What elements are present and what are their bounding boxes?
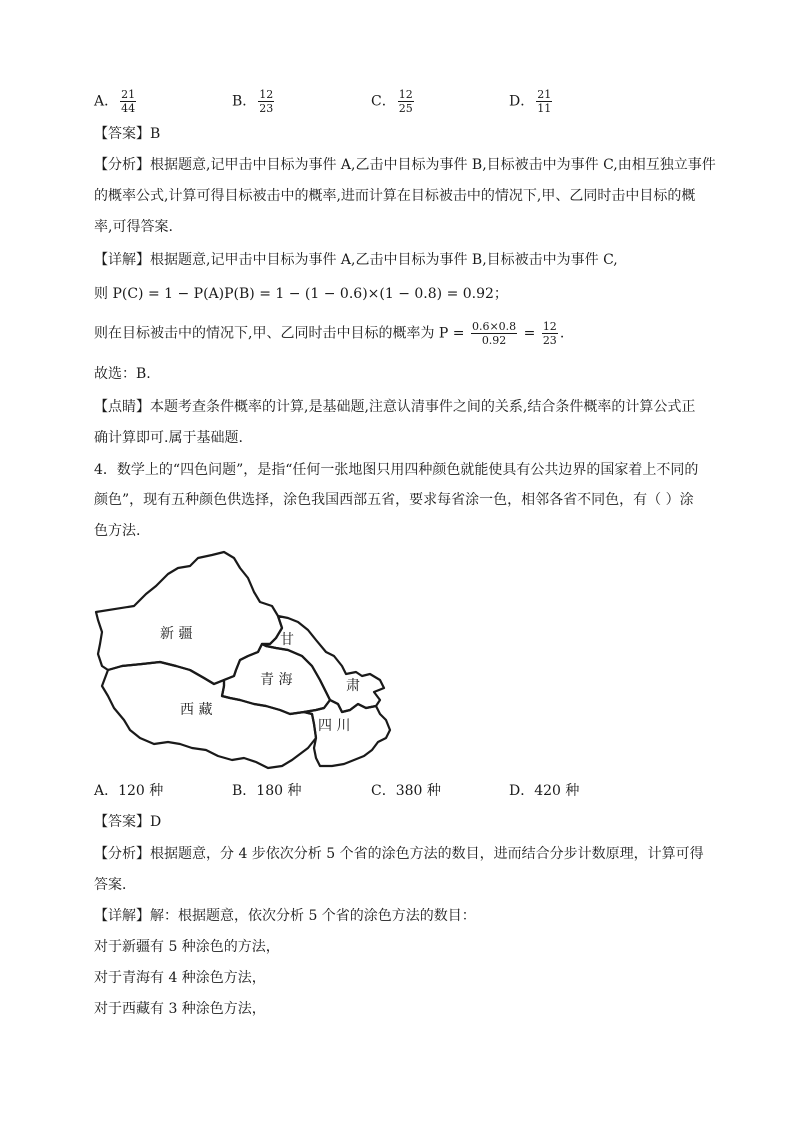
map-label-sichuan: 四 川 [318,718,351,734]
q4-detail-line-4: 对于西藏有 3 种涂色方法， [94,1001,266,1017]
gansu-region [262,616,384,712]
map-label-xinjiang: 新 疆 [160,626,193,642]
q4-option-b: B．180 种 [232,783,302,799]
map-label-gan: 甘 [280,632,294,648]
q4-detail-line-3: 对于青海有 4 种涂色方法， [94,970,266,986]
q3-option-d: D． $\frac{21}{11}$ [509,88,552,115]
q3-detail-line-1: 【详解】根据题意,记甲击中目标为事件 A,乙击中目标为事件 B,目标被击中为事件 C, [94,252,618,268]
xinjiang-region [96,552,282,684]
q3-option-b: B． $\frac{12}{23}$ [232,88,274,115]
q4-analysis-line-2: 答案． [94,877,136,893]
q3-option-c: C． $\frac{12}{25}$ [371,88,413,115]
q3-option-a: A． $\frac{21}{44}$ [94,88,136,115]
q4-detail-line-2: 对于新疆有 5 种涂色的方法， [94,939,280,955]
q3-analysis-line-2: 的概率公式,计算可得目标被击中的概率,进而计算在目标被击中的情况下,甲、乙同时击中目标的概 [94,188,696,204]
q3-analysis-line-1: 【分析】根据题意,记甲击中目标为事件 A,乙击中目标为事件 B,目标被击中为事件 C,由相互独立事件 [94,157,716,173]
q3-comment-line-1: 【点睛】本题考查条件概率的计算,是基础题,注意认清事件之间的关系,结合条件概率的计算公式正 [94,399,696,415]
q3-answer: 【答案】B [94,126,161,142]
map-label-xizang: 西 藏 [180,702,213,718]
q4-option-d: D．420 种 [509,783,580,799]
q3-analysis-line-3: 率,可得答案. [94,219,173,235]
map-label-su: 肃 [346,678,360,694]
q3-detail-formula-2: 则在目标被击中的情况下,甲、乙同时击中目标的概率为 P = $\frac{0.6\times 0.8}{0.92}$ = $\frac{12}{23}$ . [94,320,565,347]
q3-detail-choose: 故选：B. [94,366,151,382]
q4-stem-line-3: 色方法. [94,523,141,539]
q3-comment-line-2: 确计算即可.属于基础题. [94,430,243,446]
q4-detail-line-1: 【详解】解：根据题意，依次分析 5 个省的涂色方法的数目： [94,908,476,924]
q4-answer: 【答案】D [94,814,162,830]
q4-stem-line-1: 4．数学上的“四色问题”，是指“任何一张地图只用四种颜色就能使具有公共边界的国家着上不同的 [94,462,699,478]
q3-detail-formula-1: 则 P(C) = 1 − P(A)P(B) = 1 − (1 − 0.6)×(1 − 0.8) = 0.92； [94,286,508,302]
q4-option-c: C．380 种 [371,783,441,799]
q4-stem-line-2: 颜色”，现有五种颜色供选择，涂色我国西部五省，要求每省涂一色，相邻各省不同色，有（ ）涂 [94,492,694,508]
western-provinces-map [94,548,394,773]
map-label-qinghai: 青 海 [260,672,293,688]
q4-analysis-line-1: 【分析】根据题意，分 4 步依次分析 5 个省的涂色方法的数目，进而结合分步计数原理，计算可得 [94,846,704,862]
q4-option-a: A．120 种 [94,783,164,799]
